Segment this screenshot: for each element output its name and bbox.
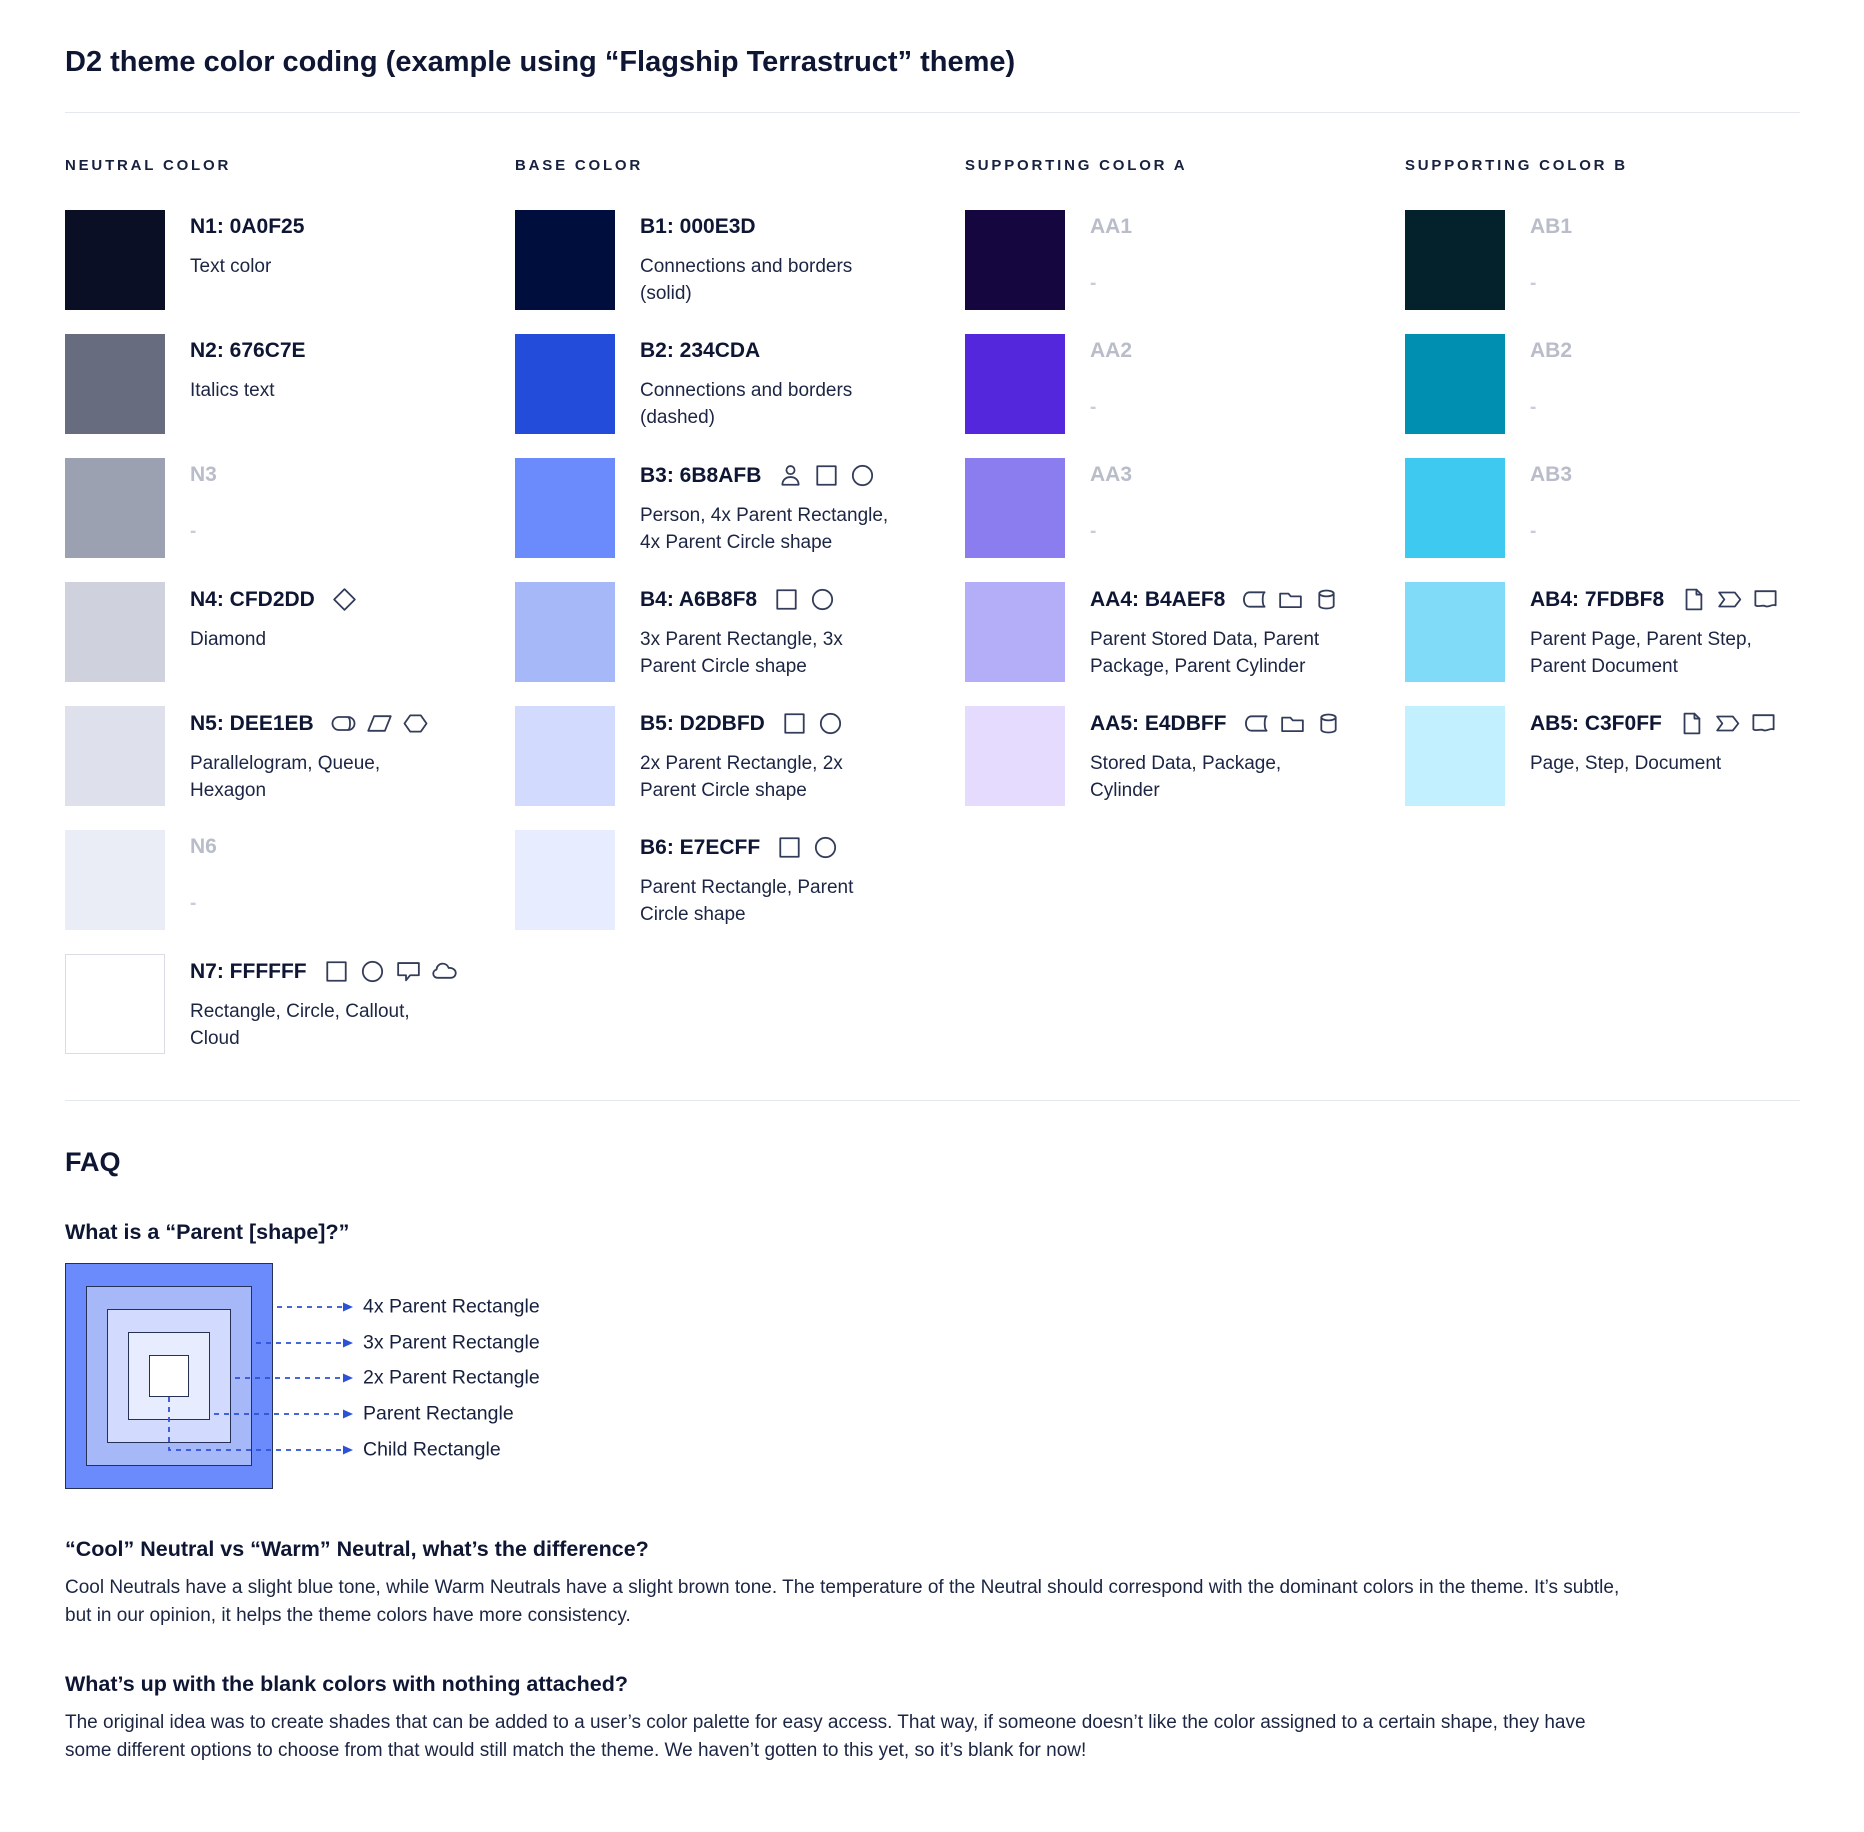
- color-entry: [65, 210, 515, 334]
- color-entry: [1405, 458, 1800, 582]
- circle-icon: [812, 834, 839, 861]
- diagram-label: Child Rectangle: [363, 1438, 501, 1461]
- color-swatch: [965, 706, 1065, 806]
- entry-desc: Page, Step, Document: [1530, 753, 1722, 774]
- color-swatch: [515, 334, 615, 434]
- faq-question-blank-colors: What’s up with the blank colors with nothing attached?: [65, 1672, 628, 1696]
- entry-icons: [331, 586, 358, 613]
- parallelogram-icon: [366, 710, 393, 737]
- entry-desc: Parent Page, Parent Step, Parent Document: [1530, 629, 1752, 677]
- stored-data-icon: [1241, 586, 1268, 613]
- column-header: BASE COLOR: [515, 157, 644, 174]
- color-swatch: [965, 582, 1065, 682]
- entry-name: N6: [190, 835, 217, 858]
- entry-name: AB3: [1530, 463, 1573, 486]
- divider-bottom: [65, 1100, 1800, 1101]
- step-icon: [1714, 710, 1741, 737]
- entry-desc: 2x Parent Rectangle, 2x Parent Circle shape: [640, 753, 843, 801]
- entry-desc: -: [1090, 273, 1097, 294]
- color-entry: [965, 582, 1405, 706]
- color-swatch: [1405, 582, 1505, 682]
- entry-name: AB2: [1530, 339, 1573, 362]
- entry-icons: [1678, 710, 1777, 737]
- color-swatch: [515, 458, 615, 558]
- rectangle-icon: [323, 958, 350, 985]
- person-icon: [777, 462, 804, 489]
- entry-desc: Connections and borders (solid): [640, 256, 853, 304]
- entry-name: B4: A6B8F8: [640, 587, 758, 611]
- entry-icons: [1241, 586, 1340, 613]
- color-entry: [65, 830, 515, 954]
- entry-name: AA4: B4AEF8: [1090, 587, 1226, 611]
- entry-icons: [776, 834, 839, 861]
- color-entry: [965, 458, 1405, 582]
- package-icon: [1279, 710, 1306, 737]
- diagram-label: 4x Parent Rectangle: [363, 1295, 540, 1318]
- document-icon: [1750, 710, 1777, 737]
- color-column: [1405, 157, 1800, 1078]
- column-entries: [515, 210, 965, 954]
- color-entry: [515, 830, 965, 954]
- faq-section: [65, 1147, 1800, 1765]
- color-swatch: [65, 706, 165, 806]
- entry-desc: -: [190, 521, 197, 542]
- page-icon: [1680, 586, 1707, 613]
- entry-desc: Text color: [190, 256, 272, 277]
- color-column: [65, 157, 515, 1078]
- entry-desc: Parallelogram, Queue, Hexagon: [190, 753, 381, 801]
- entry-desc: 3x Parent Rectangle, 3x Parent Circle shape: [640, 629, 843, 677]
- entry-desc: -: [1530, 521, 1537, 542]
- divider-top: [65, 112, 1800, 113]
- entry-desc: Connections and borders (dashed): [640, 380, 853, 428]
- callout-icon: [395, 958, 422, 985]
- entry-name: B6: E7ECFF: [640, 835, 761, 859]
- entry-icons: [777, 462, 876, 489]
- entry-name: N7: FFFFFF: [190, 959, 307, 983]
- queue-icon: [330, 710, 357, 737]
- column-header: SUPPORTING COLOR A: [965, 157, 1188, 174]
- entry-name: B3: 6B8AFB: [640, 463, 762, 487]
- page-title: D2 theme color coding (example using “Flagship Terrastruct” theme): [65, 46, 1016, 78]
- color-entry: [515, 334, 965, 458]
- color-swatch: [1405, 334, 1505, 434]
- color-swatch: [1405, 458, 1505, 558]
- entry-icons: [323, 958, 458, 985]
- color-entry: [965, 706, 1405, 830]
- circle-icon: [809, 586, 836, 613]
- color-entry: [65, 706, 515, 830]
- entry-name: N5: DEE1EB: [190, 711, 314, 735]
- entry-name: AB1: [1530, 215, 1573, 238]
- diagram-label: 2x Parent Rectangle: [363, 1366, 540, 1389]
- diagram-label: Parent Rectangle: [363, 1402, 514, 1425]
- color-entry: [515, 210, 965, 334]
- color-entry: [965, 210, 1405, 334]
- color-entry: [1405, 210, 1800, 334]
- entry-desc: Rectangle, Circle, Callout, Cloud: [190, 1001, 410, 1049]
- rectangle-icon: [813, 462, 840, 489]
- color-column: [515, 157, 965, 1078]
- column-header: NEUTRAL COLOR: [65, 157, 232, 174]
- color-swatch: [65, 582, 165, 682]
- color-entry: [515, 706, 965, 830]
- faq-answer-cool-warm: Cool Neutrals have a slight blue tone, while Warm Neutrals have a slight brown tone. The temperature of the Neutral should correspond with the dominant colors in the theme. It’s subtle, but in our opinion, it helps the theme colors have more consistency.: [65, 1577, 1620, 1626]
- step-icon: [1716, 586, 1743, 613]
- rectangle-icon: [781, 710, 808, 737]
- hexagon-icon: [402, 710, 429, 737]
- column-entries: [1405, 210, 1800, 830]
- entry-desc: Italics text: [190, 380, 275, 401]
- color-swatch: [515, 582, 615, 682]
- entry-name: N1: 0A0F25: [190, 215, 305, 238]
- color-entry: [1405, 334, 1800, 458]
- color-entry: [65, 954, 515, 1078]
- entry-desc: -: [1090, 521, 1097, 542]
- color-entry: [965, 334, 1405, 458]
- column-entries: [65, 210, 515, 1078]
- entry-icons: [1243, 710, 1342, 737]
- page-icon: [1678, 710, 1705, 737]
- circle-icon: [849, 462, 876, 489]
- entry-name: B5: D2DBFD: [640, 711, 765, 735]
- entry-desc: Diamond: [190, 629, 267, 650]
- document-icon: [1752, 586, 1779, 613]
- entry-name: AA2: [1090, 339, 1133, 362]
- package-icon: [1277, 586, 1304, 613]
- entry-name: B2: 234CDA: [640, 339, 761, 362]
- entry-name: AB4: 7FDBF8: [1530, 587, 1665, 611]
- color-swatch: [65, 830, 165, 930]
- entry-name: AA1: [1090, 215, 1133, 238]
- cylinder-icon: [1315, 710, 1342, 737]
- entry-icons: [773, 586, 836, 613]
- entry-desc: -: [1530, 273, 1537, 294]
- entry-desc: -: [1530, 397, 1537, 418]
- color-swatch: [65, 954, 165, 1054]
- stored-data-icon: [1243, 710, 1270, 737]
- entry-desc: Parent Rectangle, Parent Circle shape: [640, 877, 854, 925]
- color-grid: [65, 157, 1800, 1078]
- diagram-connectors: [65, 1263, 685, 1495]
- circle-icon: [359, 958, 386, 985]
- entry-desc: Parent Stored Data, Parent Package, Parent Cylinder: [1090, 629, 1320, 677]
- entry-desc: -: [190, 893, 197, 914]
- color-entry: [65, 458, 515, 582]
- color-swatch: [515, 830, 615, 930]
- color-swatch: [965, 210, 1065, 310]
- faq-question-cool-warm: “Cool” Neutral vs “Warm” Neutral, what’s the difference?: [65, 1537, 649, 1561]
- entry-name: AA3: [1090, 463, 1133, 486]
- entry-name: N3: [190, 463, 217, 486]
- circle-icon: [817, 710, 844, 737]
- entry-name: N4: CFD2DD: [190, 587, 315, 611]
- color-entry: [1405, 582, 1800, 706]
- color-entry: [1405, 706, 1800, 830]
- color-swatch: [515, 706, 615, 806]
- rectangle-icon: [776, 834, 803, 861]
- color-swatch: [65, 458, 165, 558]
- color-swatch: [65, 210, 165, 310]
- rectangle-icon: [773, 586, 800, 613]
- entry-name: AB5: C3F0FF: [1530, 711, 1662, 735]
- color-column: [965, 157, 1405, 1078]
- entry-name: N2: 676C7E: [190, 339, 306, 362]
- entry-name: AA5: E4DBFF: [1090, 711, 1227, 735]
- color-swatch: [65, 334, 165, 434]
- entry-icons: [1680, 586, 1779, 613]
- color-entry: [515, 582, 965, 706]
- diagram-label: 3x Parent Rectangle: [363, 1331, 540, 1354]
- color-swatch: [515, 210, 615, 310]
- entry-desc: -: [1090, 397, 1097, 418]
- entry-icons: [781, 710, 844, 737]
- column-entries: [965, 210, 1405, 830]
- cylinder-icon: [1313, 586, 1340, 613]
- color-swatch: [1405, 210, 1505, 310]
- color-swatch: [965, 458, 1065, 558]
- color-entry: [515, 458, 965, 582]
- cloud-icon: [431, 958, 458, 985]
- color-swatch: [1405, 706, 1505, 806]
- faq-question-parent-shape: What is a “Parent [shape]?”: [65, 1220, 350, 1244]
- entry-icons: [330, 710, 429, 737]
- color-swatch: [965, 334, 1065, 434]
- faq-answer-blank-colors: The original idea was to create shades that can be added to a user’s color palette for easy access. That way, if someone doesn’t like the color assigned to a certain shape, they have some different options to choose from that would still match the theme. We haven’t gotten to this yet, so it’s blank for now!: [65, 1712, 1586, 1761]
- faq-heading: FAQ: [65, 1147, 121, 1177]
- entry-desc: Person, 4x Parent Rectangle, 4x Parent Circle shape: [640, 505, 889, 553]
- entry-name: B1: 000E3D: [640, 215, 756, 238]
- color-entry: [65, 582, 515, 706]
- parent-shape-diagram: [65, 1263, 685, 1495]
- color-entry: [65, 334, 515, 458]
- diamond-icon: [331, 586, 358, 613]
- column-header: SUPPORTING COLOR B: [1405, 157, 1628, 174]
- entry-desc: Stored Data, Package, Cylinder: [1090, 753, 1282, 801]
